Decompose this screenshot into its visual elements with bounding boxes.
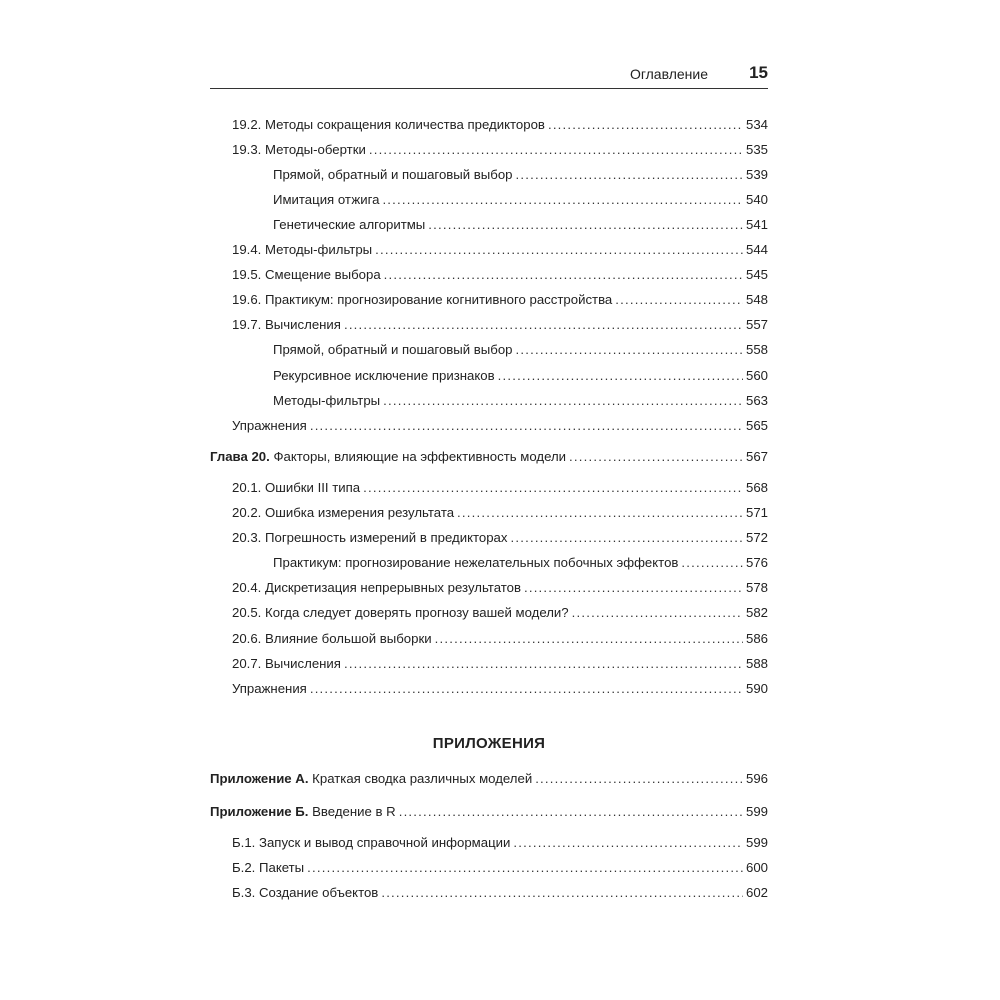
toc-entry[interactable]: 19.2. Методы сокращения количества предикторов ..... 534 bbox=[210, 117, 768, 137]
toc-entry[interactable]: 19.6. Практикум: прогнозирование когнитивного расстройства ..... 548 bbox=[210, 292, 768, 312]
toc-appendix-entry[interactable]: Приложение Б. Введение в R ..... 599 bbox=[210, 804, 768, 824]
running-head-page-number: 15 bbox=[749, 63, 768, 82]
toc-page-number: 558 bbox=[745, 342, 768, 357]
toc-page-number: 576 bbox=[745, 555, 768, 570]
toc-entry[interactable]: Рекурсивное исключение признаков ..... 560 bbox=[210, 368, 768, 388]
toc-entry[interactable]: 19.5. Смещение выбора ..... 545 bbox=[210, 267, 768, 287]
toc-page-number: 541 bbox=[745, 217, 768, 232]
toc-entry[interactable]: 20.4. Дискретизация непрерывных результатов ..... 578 bbox=[210, 580, 768, 600]
toc-page-number: 568 bbox=[745, 480, 768, 495]
toc-page-number: 534 bbox=[745, 117, 768, 132]
toc-page-number: 578 bbox=[745, 580, 768, 595]
toc-page-number: 535 bbox=[745, 142, 768, 157]
toc-page-number: 588 bbox=[745, 656, 768, 671]
toc-page-number: 586 bbox=[745, 631, 768, 646]
toc-entry[interactable]: Б.1. Запуск и вывод справочной информации ..... 599 bbox=[210, 835, 768, 855]
toc-entry[interactable]: 19.4. Методы-фильтры ..... 544 bbox=[210, 242, 768, 262]
running-head bbox=[210, 62, 768, 89]
toc-appendix-entry[interactable]: Приложение А. Краткая сводка различных моделей ..... 596 bbox=[210, 771, 768, 791]
toc-entry[interactable]: Б.2. Пакеты ..... 600 bbox=[210, 860, 768, 880]
toc-page-number: 544 bbox=[745, 242, 768, 257]
toc-page-number: 565 bbox=[745, 418, 768, 433]
toc-entry[interactable]: Прямой, обратный и пошаговый выбор ..... 539 bbox=[210, 167, 768, 187]
toc-entry[interactable]: Упражнения ..... 565 bbox=[210, 418, 768, 438]
toc-entry[interactable]: Генетические алгоритмы ..... 541 bbox=[210, 217, 768, 237]
toc-entry[interactable]: Методы-фильтры ..... 563 bbox=[210, 393, 768, 413]
running-head-section: Оглавление bbox=[629, 66, 708, 82]
toc-entry[interactable]: 20.2. Ошибка измерения результата ..... 571 bbox=[210, 505, 768, 525]
toc-page-number: 539 bbox=[745, 167, 768, 182]
part-title: ПРИЛОЖЕНИЯ bbox=[432, 735, 546, 752]
toc-page-number: 596 bbox=[745, 771, 768, 786]
toc-page-number: 560 bbox=[745, 368, 768, 383]
toc-entry[interactable]: 20.6. Влияние большой выборки ..... 586 bbox=[210, 631, 768, 651]
toc-entry[interactable]: Имитация отжига ..... 540 bbox=[210, 192, 768, 212]
toc-page-number: 599 bbox=[745, 804, 768, 819]
toc-page-number: 590 bbox=[745, 681, 768, 696]
toc-entry[interactable]: 20.3. Погрешность измерений в предикторах ..... 572 bbox=[210, 530, 768, 550]
toc-entry[interactable]: 20.1. Ошибки III типа ..... 568 bbox=[210, 480, 768, 500]
toc-entry[interactable]: Б.3. Создание объектов ..... 602 bbox=[210, 885, 768, 905]
toc-page-number: 545 bbox=[745, 267, 768, 282]
toc-page-number: 599 bbox=[745, 835, 768, 850]
toc-entry[interactable]: Упражнения ..... 590 bbox=[210, 681, 768, 701]
toc-page-number: 557 bbox=[745, 317, 768, 332]
toc-page-number: 540 bbox=[745, 192, 768, 207]
toc-page-number: 582 bbox=[745, 605, 768, 620]
toc-chapter-entry[interactable]: Глава 20. Факторы, влияющие на эффективность модели ..... 567 bbox=[210, 449, 768, 469]
toc-page-number: 602 bbox=[745, 885, 768, 900]
toc-page-number: 600 bbox=[745, 860, 768, 875]
toc-page-number: 563 bbox=[745, 393, 768, 408]
toc-page-number: 567 bbox=[745, 449, 768, 464]
toc-entry[interactable]: 20.5. Когда следует доверять прогнозу вашей модели? ..... 582 bbox=[210, 605, 768, 625]
toc-page-number: 571 bbox=[745, 505, 768, 520]
toc-entry[interactable]: Практикум: прогнозирование нежелательных побочных эффектов ..... 576 bbox=[210, 555, 768, 575]
toc-entry[interactable]: Прямой, обратный и пошаговый выбор ..... 558 bbox=[210, 342, 768, 362]
toc-entry[interactable]: 20.7. Вычисления ..... 588 bbox=[210, 656, 768, 676]
toc-entry[interactable]: 19.7. Вычисления ..... 557 bbox=[210, 317, 768, 337]
toc-page-number: 548 bbox=[745, 292, 768, 307]
toc-entry[interactable]: 19.3. Методы-обертки ..... 535 bbox=[210, 142, 768, 162]
toc-page-number: 572 bbox=[745, 530, 768, 545]
